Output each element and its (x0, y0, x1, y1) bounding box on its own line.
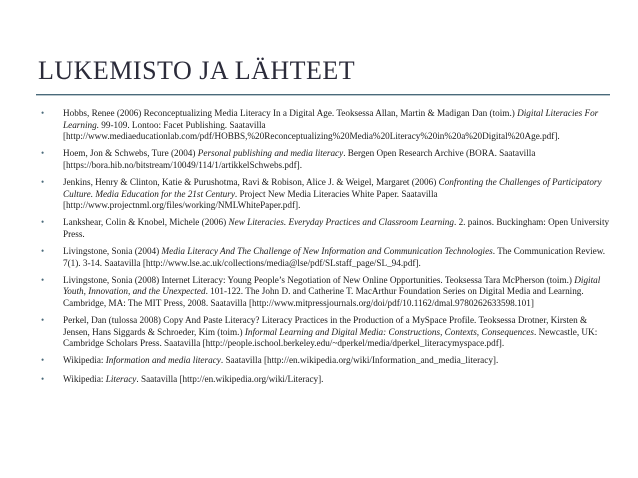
reference-list (38, 108, 610, 391)
reference-item: • Wikipedia: Literacy. Saatavilla [http://en.wikipedia.org/wiki/Literacy]. (41, 373, 324, 384)
bullet-icon: • (41, 148, 45, 159)
bullet-icon: • (41, 108, 45, 118)
reference-item: • Livingstone, Sonia (2004) Media Literacy And The Challenge of New Information and Communication Technologies. The Communication Review. 7(1). 3-14. Saatavilla [http://www.lse.ac.uk/collections/media@lse/pdf/SLstaff_page/SL_94.pdf]. (41, 245, 606, 268)
reference-item: • Jenkins, Henry & Clinton, Katie & Purushotma, Ravi & Robison, Alice J. & Weigel, Margaret (2006) Confronting the Challenges of Participatory Culture. Media Education for the 21st Century. Project New Media Literacies White Paper. Saatavilla [http://www.projectnml.org/files/working/NMLWhitePaper.pdf]. (41, 176, 602, 211)
reference-item: • Lankshear, Colin & Knobel, Michele (2006) New Literacies. Everyday Practices and Classroom Learning. 2. painos. Buckingham: Open University Press. (41, 217, 610, 239)
bullet-icon: • (41, 274, 45, 285)
bullet-icon: • (41, 355, 45, 366)
reference-item: • Hobbs, Renee (2006) Reconceptualizing Media Literacy In a Digital Age. Teoksessa Allan, Martin & Madigan Dan (toim.) Digital Literacies For Learning. 99-109. Lontoo: Facet Publishing. Saatavilla [http://www.mediaeducationlab.com/pdf/HOBBS,%20Reconceptualizing%20Media%20Literacy%20in%20a%20Digital%20Age.pdf]. (41, 108, 599, 142)
bullet-icon: • (41, 176, 45, 187)
reference-item: • Perkel, Dan (tulossa 2008) Copy And Paste Literacy? Literacy Practices in the Production of a MySpace Profile. Teoksessa Drotner, Kirsten & Jensen, Hans Siggards & Schroeder, Kim (toim.) Informal Learning and Digital Media: Constructions, Contexts, Consequences. Newcastle, UK: Cambridge Scholars Press. Saatavilla [http://people.ischool.berkeley.edu/~dperkel/media/dperkel_literacymyspace.pdf]. (41, 314, 598, 349)
bullet-icon: • (41, 245, 45, 256)
slide-title: LUKEMISTO JA LÄHTEET (38, 56, 356, 85)
reference-item: • Wikipedia: Information and media literacy. Saatavilla [http://en.wikipedia.org/wiki/Information_and_media_literacy]. (41, 355, 499, 366)
bullet-icon: • (41, 373, 45, 384)
bullet-icon: • (41, 217, 45, 228)
title-divider (36, 94, 610, 96)
reference-item: • Livingstone, Sonia (2008) Internet Literacy: Young People’s Negotiation of New Online Opportunities. Teoksessa Tara McPherson (toim.) Digital Youth, Innovation, and the Unexpected. 101-122. The John D. and Catherine T. MacArthur Foundation Series on Digital Media and Learning. Cambridge, MA: The MIT Press, 2008. Saatavilla [http://www.mitpressjournals.org/doi/pdf/10.1162/dmal.9780262633598.101] (41, 274, 601, 308)
bullet-icon: • (41, 314, 45, 325)
reference-item: • Hoem, Jon & Schwebs, Ture (2004) Personal publishing and media literacy. Bergen Open Research Archive (BORA. Saatavilla [https://bora.hib.no/bitstream/10049/114/1/artikkelSchwebs.pdf]. (41, 148, 536, 170)
